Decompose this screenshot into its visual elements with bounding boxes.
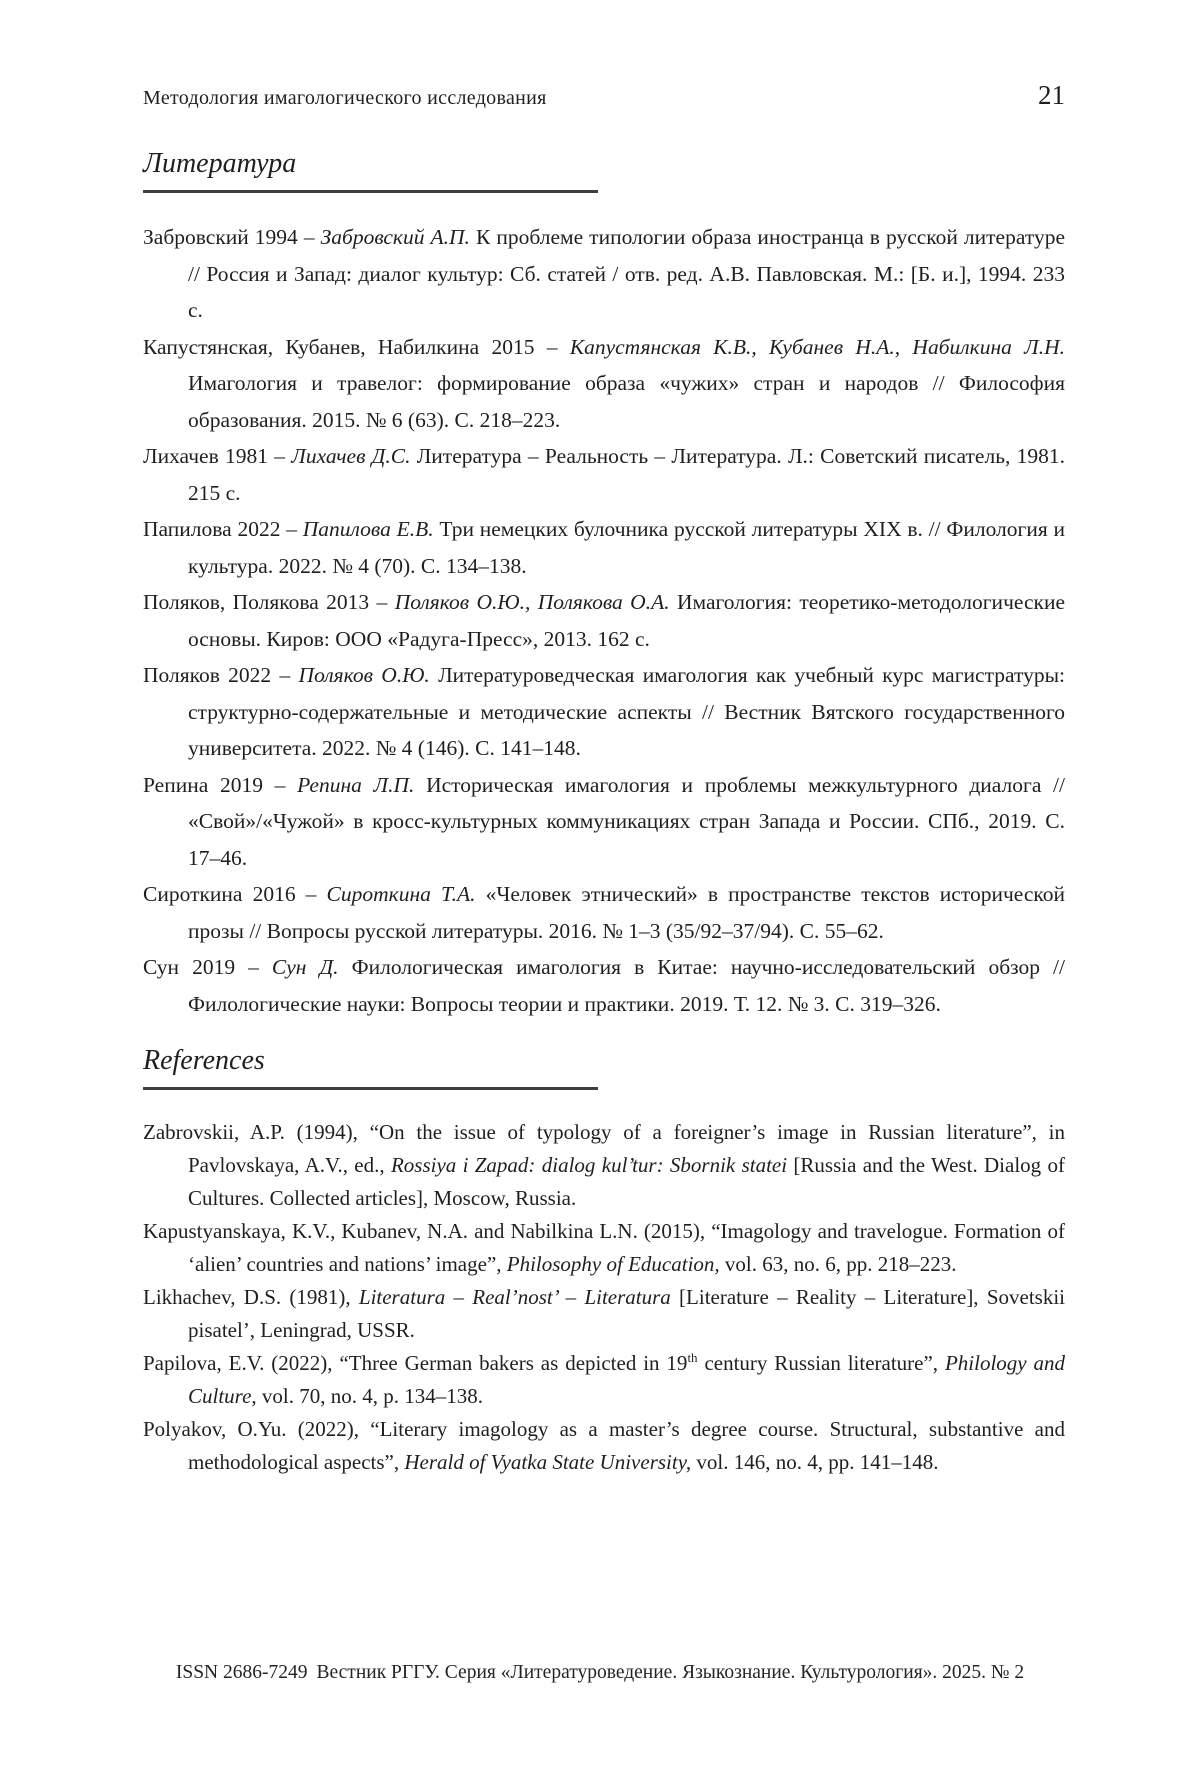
entry-italic-text: Репина Л.П. [297, 772, 415, 797]
page-footer [0, 1662, 1200, 1684]
section-references [143, 1042, 1065, 1479]
entry-text: Три немецких булочника русской литературы XIX в. // Филология и культура. 2022. № 4 (70). С. 134–138. [188, 517, 1066, 578]
entry-italic-text: Капустянская К.В., Кубанев Н.А., Набилкина Л.Н. [569, 334, 1065, 359]
entry-text: century Russian literature”, [697, 1351, 945, 1375]
entry-text: Филологическая имагология в Китае: научно-исследовательский обзор // Филологические науки: Вопросы теории и практики. 2019. Т. 12. № 3. С. 319–326. [188, 955, 1065, 1016]
reference-entry [143, 1281, 1065, 1347]
entry-text: Историческая имагология и проблемы межкультурного диалога // «Свой»/«Чужой» в кросс-культурных коммуникациях стран Запада и России. СПб., 2019. С. 17–46. [188, 772, 1066, 870]
entry-text: Литературоведческая имагология как учебный курс магистратуры: структурно-содержательные и методические аспекты // Вестник Вятского государственного университета. 2022. № 4 (146). С. 141–148. [188, 663, 1065, 760]
reference-entry [143, 949, 1065, 1022]
reference-entry [143, 219, 1065, 329]
reference-entry [143, 511, 1065, 584]
reference-entry [143, 1347, 1065, 1413]
footer-journal-title: Вестник РГГУ. Серия «Литературоведение. Языкознание. Культурология». 2025. № 2 [316, 1662, 1025, 1683]
entry-italic-text: Literatura – Real’nost’ – Literatura [358, 1285, 671, 1309]
running-header [143, 80, 1065, 111]
entry-italic-text: Поляков О.Ю., Полякова О.А. [394, 590, 670, 614]
reference-entry [143, 657, 1065, 767]
section-rule-literatura [143, 190, 598, 193]
reference-list-english [143, 1116, 1065, 1479]
entry-italic-text: Rossiya i Zapad: dialog kul’tur: Sbornik statei [390, 1153, 788, 1177]
footer-issn: ISSN 2686-7249 [175, 1662, 308, 1683]
entry-italic-text: Philology and Culture [188, 1351, 1065, 1408]
entry-text: Имагология: теоретико-методологические основы. Киров: ООО «Радуга-Пресс», 2013. 162 с. [188, 590, 1065, 651]
reference-list-russian [143, 219, 1065, 1022]
entry-italic-text: Philosophy of Education, [506, 1252, 720, 1276]
entry-text: Литература – Реальность – Литература. Л.: Советский писатель, 1981. 215 с. [188, 444, 1066, 505]
entry-text: Kapustyanskaya, K.V., Kubanev, N.A. and Nabilkina L.N. (2015), “Imagology and travelogue. Formation of ‘alien’ countries and nations’ image”, [143, 1219, 1065, 1276]
entry-text: «Человек этнический» в пространстве текстов исторической прозы // Вопросы русской литературы. 2016. № 1–3 (35/92–37/94). С. 55–62. [188, 882, 1065, 943]
entry-text: Сун 2019 – [143, 955, 272, 979]
reference-entry [143, 1413, 1065, 1479]
entry-text: Поляков 2022 – [143, 663, 299, 687]
entry-text: Капустянская, Кубанев, Набилкина 2015 – [143, 334, 570, 359]
entry-text: [Russia and the West. Dialog of Cultures. Collected articles], Moscow, Russia. [188, 1153, 1065, 1210]
section-rule-references [143, 1087, 598, 1090]
entry-text: Папилова 2022 – [143, 517, 303, 541]
section-heading-literatura: Литература [143, 148, 297, 179]
entry-superscript-text: th [687, 1350, 698, 1365]
entry-text: Поляков, Полякова 2013 – [143, 590, 395, 614]
entry-italic-text: Сун Д. [271, 955, 339, 979]
entry-text: Имагология и травелог: формирование образа «чужих» стран и народов // Философия образования. 2015. № 6 (63). С. 218–223. [188, 371, 1065, 432]
entry-italic-text: Папилова Е.В. [302, 517, 434, 541]
entry-italic-text: Лихачев Д.С. [291, 444, 411, 468]
reference-entry [143, 584, 1065, 657]
reference-entry [143, 1215, 1065, 1281]
entry-text: vol. 146, no. 4, pp. 141–148. [691, 1450, 939, 1474]
entry-text: Сироткина 2016 – [143, 882, 327, 906]
reference-entry [143, 329, 1065, 439]
entry-text: Likhachev, D.S. (1981), [143, 1285, 359, 1309]
reference-entry [143, 767, 1065, 877]
entry-text: , vol. 70, no. 4, p. 134–138. [251, 1384, 483, 1408]
entry-text: Лихачев 1981 – [143, 444, 292, 468]
reference-entry [143, 1116, 1065, 1215]
entry-italic-text: Сироткина Т.А. [326, 882, 476, 906]
entry-text: Репина 2019 – [143, 772, 298, 797]
reference-entry [143, 876, 1065, 949]
section-literatura [143, 145, 1065, 1022]
running-header-title: Методология имагологического исследования [143, 87, 547, 109]
entry-italic-text: Herald of Vyatka State University, [404, 1450, 692, 1474]
entry-text: [Literature – Reality – Literature], Sovetskii pisatel’, Leningrad, USSR. [188, 1285, 1065, 1342]
entry-text: Papilova, E.V. (2022), “Three German bakers as depicted in 19 [143, 1351, 688, 1375]
entry-text: К проблеме типологии образа иностранца в русской литературе // Россия и Запад: диалог культур: Сб. статей / отв. ред. А.В. Павловская. М.: [Б. и.], 1994. 233 с. [188, 225, 1065, 322]
entry-italic-text: Забровский А.П. [320, 225, 470, 249]
entry-text: Забровский 1994 – [143, 225, 321, 249]
entry-text: vol. 63, no. 6, pp. 218–223. [719, 1252, 957, 1276]
section-heading-references: References [143, 1045, 265, 1076]
page-number: 21 [1038, 80, 1065, 110]
entry-text: Polyakov, O.Yu. (2022), “Literary imagology as a master’s degree course. Structural, substantive and methodological aspects”, [143, 1417, 1065, 1474]
entry-italic-text: Поляков О.Ю. [298, 663, 430, 687]
entry-text: Zabrovskii, A.P. (1994), “On the issue of typology of a foreigner’s image in Russian literature”, in Pavlovskaya, A.V., ed., [143, 1120, 1065, 1177]
reference-entry [143, 438, 1065, 511]
